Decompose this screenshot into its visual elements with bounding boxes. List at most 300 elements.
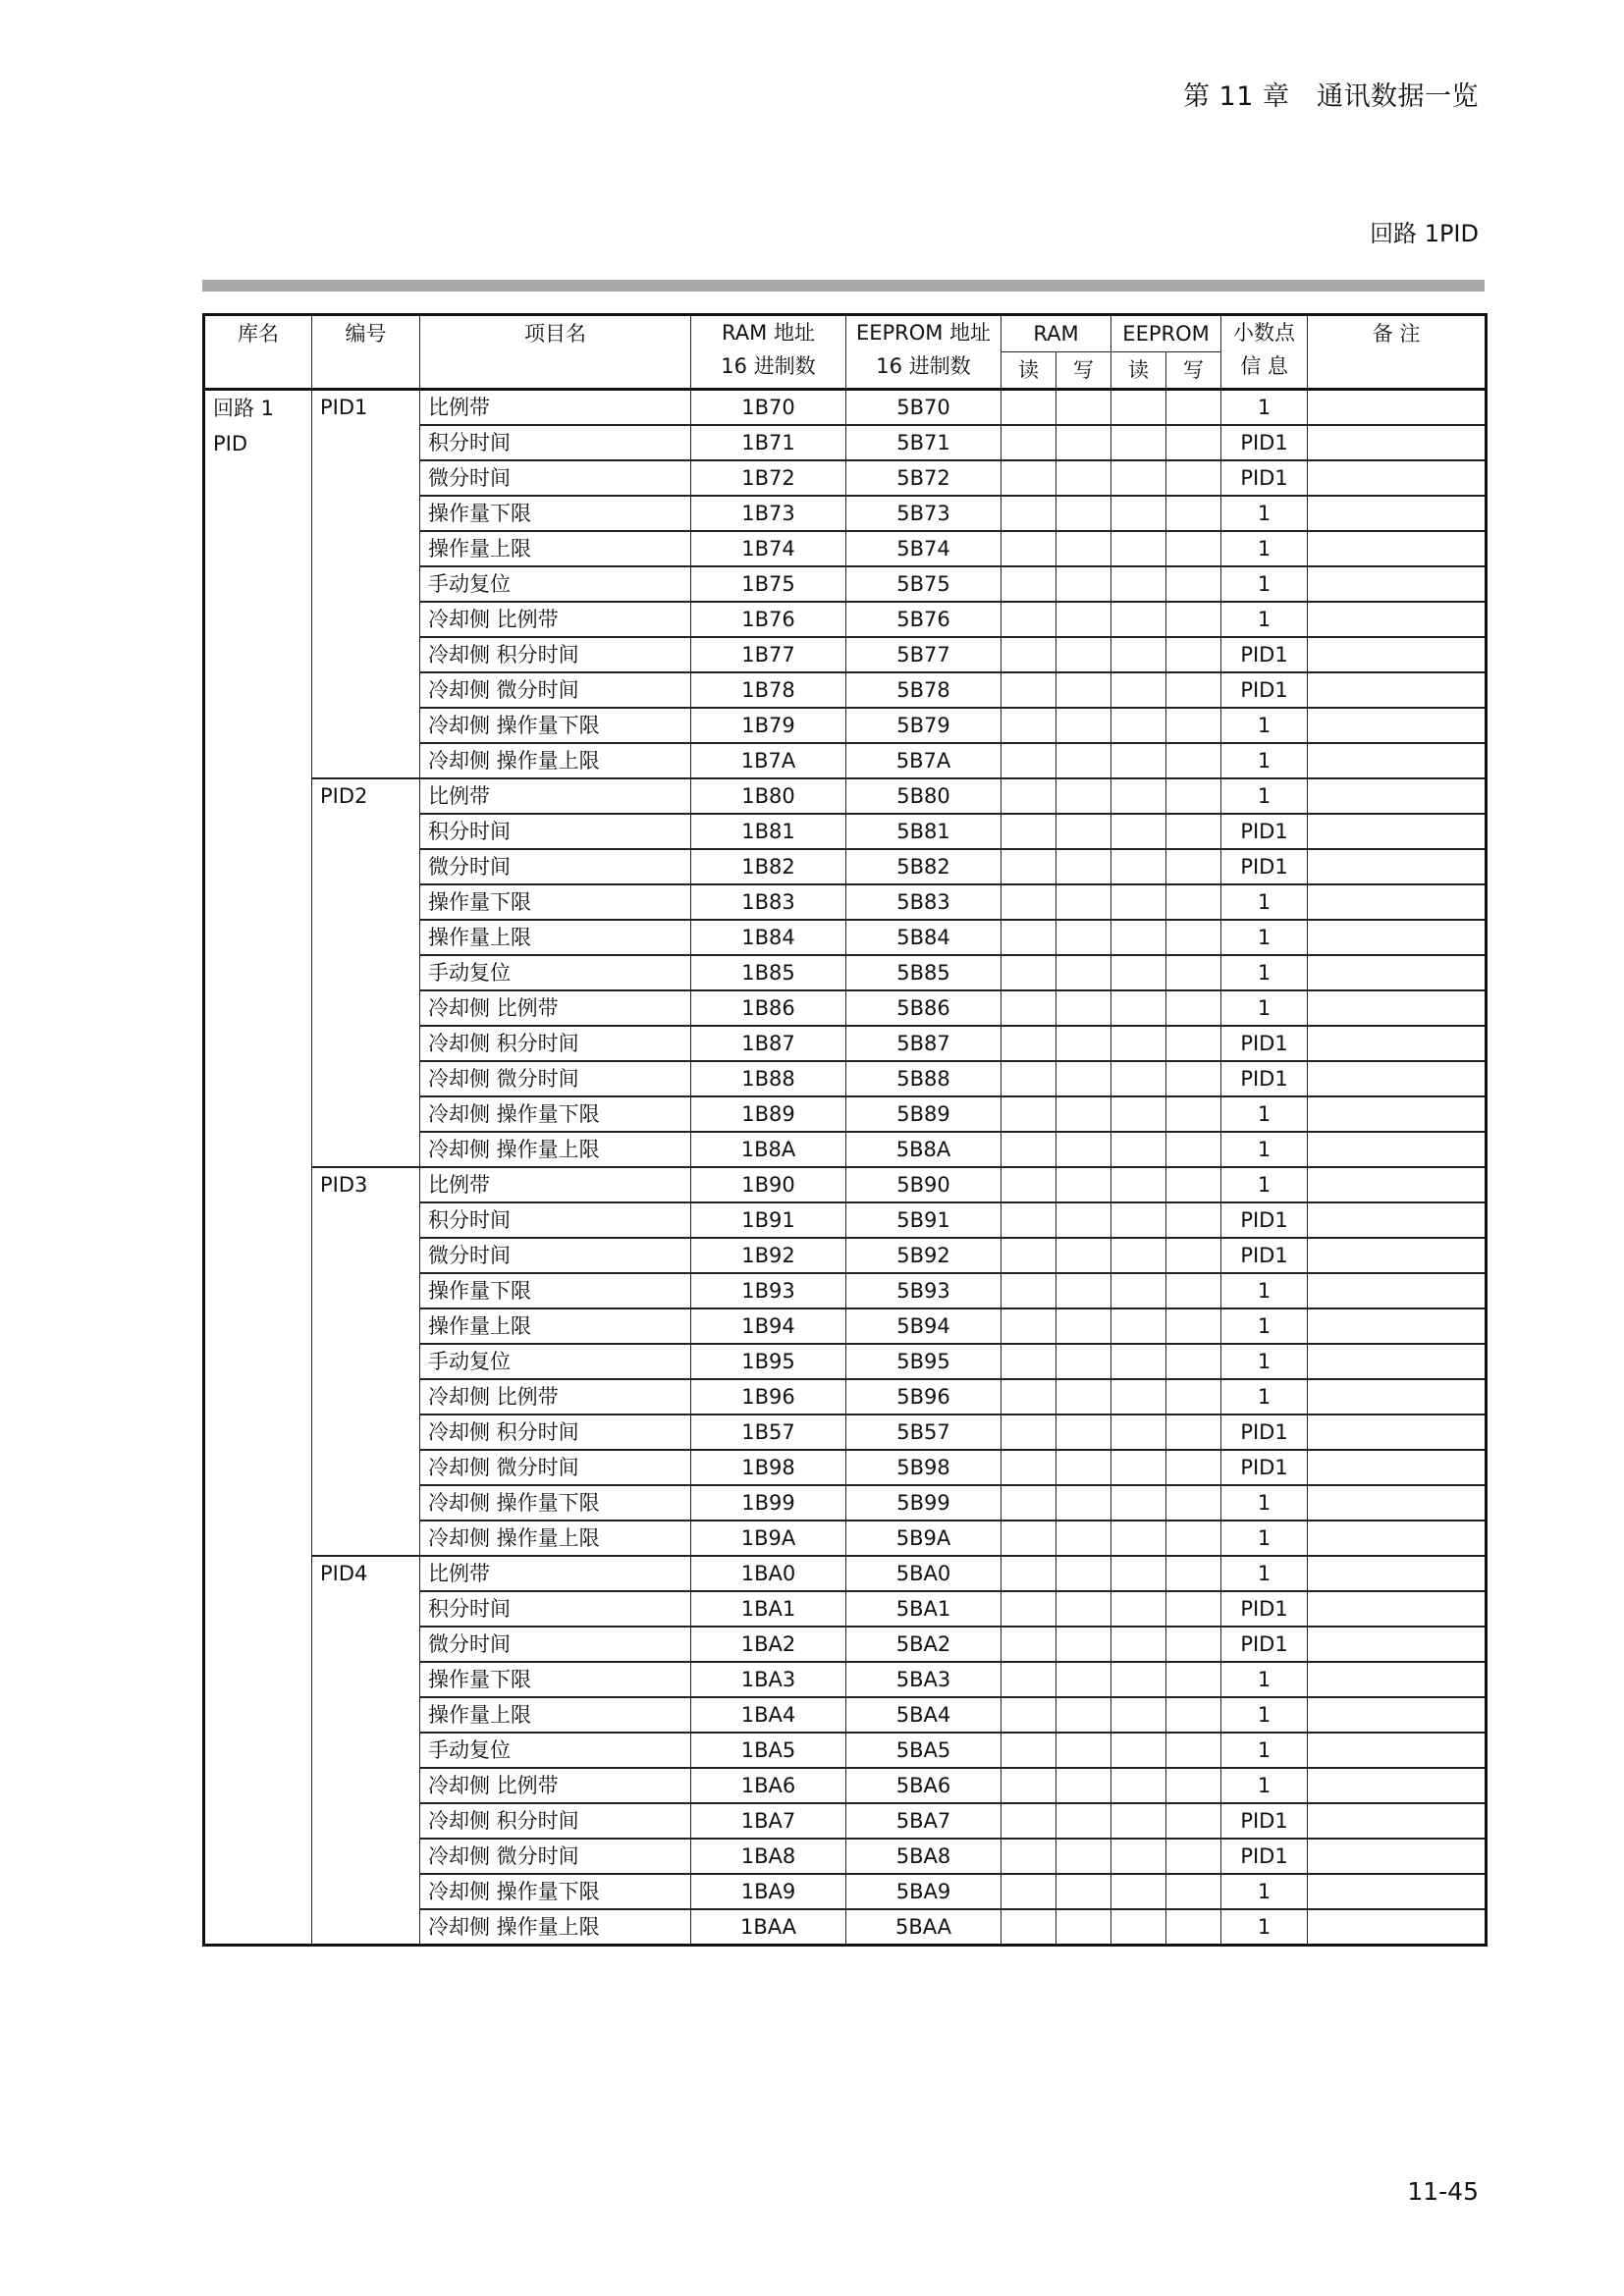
eeprom-read-cell [1111,531,1166,566]
ram-read-cell [1001,637,1056,672]
eeprom-address-cell: 5BA4 [846,1697,1001,1733]
item-name-cell: 操作量上限 [420,920,691,955]
eeprom-write-cell [1166,602,1221,637]
remarks-cell [1308,1132,1487,1167]
item-name-cell: 操作量上限 [420,1697,691,1733]
ram-write-cell [1056,1415,1111,1450]
eeprom-write-cell [1166,1909,1221,1946]
eeprom-write-cell [1166,1627,1221,1662]
ram-read-cell [1001,1344,1056,1379]
decimal-info-cell: 1 [1221,602,1308,637]
ram-read-cell [1001,849,1056,884]
header-eeprom-address-line2: 16 进制数 [876,354,971,378]
ram-read-cell [1001,1803,1056,1839]
eeprom-read-cell [1111,1662,1166,1697]
ram-write-cell [1056,1026,1111,1061]
decimal-info-cell: PID1 [1221,849,1308,884]
ram-read-cell [1001,1556,1056,1591]
ram-write-cell [1056,425,1111,460]
item-name-cell: 冷却侧 比例带 [420,1768,691,1803]
ram-write-cell [1056,637,1111,672]
ram-address-cell: 1B57 [691,1415,846,1450]
item-name-cell: 手动复位 [420,1733,691,1768]
decimal-info-cell: 1 [1221,990,1308,1026]
ram-address-cell: 1BA3 [691,1662,846,1697]
eeprom-read-cell [1111,1379,1166,1415]
item-name-cell: 冷却侧 积分时间 [420,637,691,672]
decimal-info-cell: 1 [1221,1167,1308,1202]
eeprom-address-cell: 5B89 [846,1096,1001,1132]
eeprom-address-cell: 5B95 [846,1344,1001,1379]
remarks-cell [1308,1450,1487,1485]
ram-write-cell [1056,1132,1111,1167]
remarks-cell [1308,460,1487,496]
ram-address-cell: 1BA6 [691,1768,846,1803]
ram-address-cell: 1B85 [691,955,846,990]
header-ram-write: 写 [1056,352,1111,390]
header-row-primary [204,315,1487,352]
remarks-cell [1308,849,1487,884]
eeprom-address-cell: 5BA3 [846,1662,1001,1697]
remarks-cell [1308,637,1487,672]
eeprom-read-cell [1111,1238,1166,1273]
ram-address-cell: 1B94 [691,1308,846,1344]
remarks-cell [1308,884,1487,920]
eeprom-address-cell: 5BA0 [846,1556,1001,1591]
decimal-info-cell: PID1 [1221,1591,1308,1627]
item-name-cell: 比例带 [420,1167,691,1202]
header-remarks: 备 注 [1308,315,1487,390]
ram-address-cell: 1B78 [691,672,846,708]
header-decimal-info-line1: 小数点 [1233,321,1296,345]
eeprom-address-cell: 5BA9 [846,1874,1001,1909]
item-name-cell: 操作量下限 [420,1662,691,1697]
ram-read-cell [1001,1273,1056,1308]
eeprom-write-cell [1166,708,1221,743]
eeprom-address-cell: 5B9A [846,1521,1001,1556]
item-name-cell: 微分时间 [420,849,691,884]
remarks-cell [1308,531,1487,566]
remarks-cell [1308,1061,1487,1096]
eeprom-read-cell [1111,1061,1166,1096]
remarks-cell [1308,1909,1487,1946]
eeprom-read-cell [1111,460,1166,496]
ram-address-cell: 1B71 [691,425,846,460]
item-name-cell: 手动复位 [420,566,691,602]
decimal-info-cell: 1 [1221,531,1308,566]
remarks-cell [1308,1874,1487,1909]
remarks-cell [1308,743,1487,778]
eeprom-address-cell: 5B79 [846,708,1001,743]
eeprom-read-cell [1111,1909,1166,1946]
eeprom-address-cell: 5BA6 [846,1768,1001,1803]
eeprom-write-cell [1166,1308,1221,1344]
item-name-cell: 冷却侧 微分时间 [420,1450,691,1485]
eeprom-write-cell [1166,1521,1221,1556]
decimal-info-cell: PID1 [1221,1026,1308,1061]
ram-address-cell: 1B8A [691,1132,846,1167]
ram-read-cell [1001,1521,1056,1556]
decimal-info-cell: 1 [1221,1132,1308,1167]
ram-address-cell: 1B88 [691,1061,846,1096]
ram-write-cell [1056,602,1111,637]
eeprom-address-cell: 5B98 [846,1450,1001,1485]
ram-write-cell [1056,1803,1111,1839]
item-name-cell: 比例带 [420,778,691,814]
remarks-cell [1308,1768,1487,1803]
ram-address-cell: 1B82 [691,849,846,884]
ram-address-cell: 1BA4 [691,1697,846,1733]
header-number: 编号 [312,315,420,390]
remarks-cell [1308,390,1487,426]
ram-address-cell: 1B99 [691,1485,846,1521]
decimal-info-cell: PID1 [1221,1803,1308,1839]
item-name-cell: 冷却侧 积分时间 [420,1803,691,1839]
decimal-info-cell: 1 [1221,390,1308,426]
table-row [204,390,1487,426]
ram-read-cell [1001,990,1056,1026]
decimal-info-cell: 1 [1221,1556,1308,1591]
ram-write-cell [1056,849,1111,884]
header-ram-read: 读 [1001,352,1056,390]
decimal-info-cell: 1 [1221,920,1308,955]
eeprom-write-cell [1166,990,1221,1026]
communication-data-table [202,313,1488,1947]
eeprom-read-cell [1111,672,1166,708]
eeprom-address-cell: 5B90 [846,1167,1001,1202]
eeprom-write-cell [1166,1803,1221,1839]
eeprom-write-cell [1166,1202,1221,1238]
ram-write-cell [1056,1627,1111,1662]
ram-read-cell [1001,1662,1056,1697]
eeprom-write-cell [1166,1733,1221,1768]
eeprom-address-cell: 5B87 [846,1026,1001,1061]
eeprom-address-cell: 5B96 [846,1379,1001,1415]
decimal-info-cell: 1 [1221,1697,1308,1733]
ram-read-cell [1001,814,1056,849]
eeprom-address-cell: 5BAA [846,1909,1001,1946]
header-eeprom-access: EEPROM [1111,315,1221,352]
eeprom-write-cell [1166,672,1221,708]
decimal-info-cell: PID1 [1221,1061,1308,1096]
ram-read-cell [1001,743,1056,778]
remarks-cell [1308,1238,1487,1273]
ram-read-cell [1001,1202,1056,1238]
group-number-cell: PID2 [312,778,420,1167]
ram-address-cell: 1BA5 [691,1733,846,1768]
eeprom-address-cell: 5B83 [846,884,1001,920]
ram-read-cell [1001,1909,1056,1946]
eeprom-read-cell [1111,425,1166,460]
header-eeprom-address-line1: EEPROM 地址 [855,321,992,345]
remarks-cell [1308,955,1487,990]
ram-address-cell: 1B9A [691,1521,846,1556]
eeprom-read-cell [1111,955,1166,990]
remarks-cell [1308,1556,1487,1591]
eeprom-address-cell: 5B80 [846,778,1001,814]
eeprom-read-cell [1111,990,1166,1026]
eeprom-address-cell: 5B76 [846,602,1001,637]
item-name-cell: 积分时间 [420,1591,691,1627]
header-eeprom-address [846,315,1001,390]
ram-address-cell: 1B7A [691,743,846,778]
ram-read-cell [1001,1839,1056,1874]
remarks-cell [1308,1026,1487,1061]
eeprom-write-cell [1166,637,1221,672]
item-name-cell: 冷却侧 操作量下限 [420,1096,691,1132]
ram-address-cell: 1B95 [691,1344,846,1379]
ram-write-cell [1056,1733,1111,1768]
item-name-cell: 操作量下限 [420,496,691,531]
ram-address-cell: 1BA2 [691,1627,846,1662]
item-name-cell: 微分时间 [420,460,691,496]
ram-read-cell [1001,1697,1056,1733]
ram-write-cell [1056,1909,1111,1946]
remarks-cell [1308,778,1487,814]
item-name-cell: 操作量上限 [420,531,691,566]
item-name-cell: 手动复位 [420,955,691,990]
eeprom-address-cell: 5B71 [846,425,1001,460]
eeprom-read-cell [1111,778,1166,814]
item-name-cell: 冷却侧 微分时间 [420,1839,691,1874]
ram-address-cell: 1B72 [691,460,846,496]
eeprom-read-cell [1111,1273,1166,1308]
group-number-cell: PID1 [312,390,420,779]
eeprom-address-cell: 5B84 [846,920,1001,955]
eeprom-read-cell [1111,1415,1166,1450]
ram-write-cell [1056,708,1111,743]
ram-address-cell: 1B91 [691,1202,846,1238]
eeprom-read-cell [1111,920,1166,955]
eeprom-write-cell [1166,531,1221,566]
eeprom-read-cell [1111,1556,1166,1591]
eeprom-write-cell [1166,1344,1221,1379]
ram-address-cell: 1B70 [691,390,846,426]
eeprom-read-cell [1111,602,1166,637]
eeprom-read-cell [1111,566,1166,602]
eeprom-address-cell: 5B93 [846,1273,1001,1308]
decimal-info-cell: 1 [1221,778,1308,814]
eeprom-read-cell [1111,1839,1166,1874]
decimal-info-cell: PID1 [1221,672,1308,708]
eeprom-write-cell [1166,1238,1221,1273]
ram-address-cell: 1B75 [691,566,846,602]
remarks-cell [1308,1167,1487,1202]
eeprom-address-cell: 5B88 [846,1061,1001,1096]
ram-address-cell: 1B74 [691,531,846,566]
eeprom-read-cell [1111,849,1166,884]
ram-write-cell [1056,1238,1111,1273]
ram-write-cell [1056,884,1111,920]
library-name-line1: 回路 1 [213,397,275,420]
decimal-info-cell: 1 [1221,1768,1308,1803]
eeprom-address-cell: 5B57 [846,1415,1001,1450]
header-ram-access: RAM [1001,315,1111,352]
ram-write-cell [1056,390,1111,426]
ram-read-cell [1001,566,1056,602]
remarks-cell [1308,1273,1487,1308]
item-name-cell: 冷却侧 比例带 [420,602,691,637]
section-title: 回路 1PID [1370,220,1479,247]
decimal-info-cell: PID1 [1221,425,1308,460]
item-name-cell: 操作量下限 [420,1273,691,1308]
ram-write-cell [1056,1308,1111,1344]
eeprom-write-cell [1166,390,1221,426]
decimal-info-cell: 1 [1221,1521,1308,1556]
eeprom-address-cell: 5B92 [846,1238,1001,1273]
ram-address-cell: 1BA9 [691,1874,846,1909]
ram-address-cell: 1B76 [691,602,846,637]
eeprom-read-cell [1111,637,1166,672]
remarks-cell [1308,1344,1487,1379]
remarks-cell [1308,814,1487,849]
ram-write-cell [1056,1556,1111,1591]
decimal-info-cell: PID1 [1221,1627,1308,1662]
ram-address-cell: 1BAA [691,1909,846,1946]
header-ram-address [691,315,846,390]
ram-read-cell [1001,884,1056,920]
remarks-cell [1308,602,1487,637]
eeprom-read-cell [1111,1167,1166,1202]
ram-write-cell [1056,460,1111,496]
ram-write-cell [1056,1273,1111,1308]
remarks-cell [1308,1308,1487,1344]
decimal-info-cell: 1 [1221,1273,1308,1308]
eeprom-read-cell [1111,1521,1166,1556]
item-name-cell: 冷却侧 操作量下限 [420,1485,691,1521]
decimal-info-cell: 1 [1221,708,1308,743]
eeprom-write-cell [1166,1874,1221,1909]
decimal-info-cell: PID1 [1221,814,1308,849]
ram-address-cell: 1B93 [691,1273,846,1308]
item-name-cell: 积分时间 [420,425,691,460]
eeprom-write-cell [1166,1026,1221,1061]
eeprom-address-cell: 5B85 [846,955,1001,990]
ram-read-cell [1001,1733,1056,1768]
ram-address-cell: 1BA8 [691,1839,846,1874]
eeprom-read-cell [1111,743,1166,778]
remarks-cell [1308,1839,1487,1874]
decimal-info-cell: PID1 [1221,1450,1308,1485]
header-eeprom-read: 读 [1111,352,1166,390]
item-name-cell: 冷却侧 积分时间 [420,1026,691,1061]
item-name-cell: 冷却侧 操作量上限 [420,1909,691,1946]
eeprom-write-cell [1166,1662,1221,1697]
ram-read-cell [1001,955,1056,990]
remarks-cell [1308,990,1487,1026]
item-name-cell: 冷却侧 积分时间 [420,1415,691,1450]
chapter-header: 第 11 章 通讯数据一览 [1182,81,1479,112]
eeprom-address-cell: 5B72 [846,460,1001,496]
eeprom-write-cell [1166,955,1221,990]
eeprom-read-cell [1111,1627,1166,1662]
table-row [204,778,1487,814]
header-item-name: 项目名 [420,315,691,390]
ram-read-cell [1001,1308,1056,1344]
group-number-cell: PID3 [312,1167,420,1556]
decimal-info-cell: 1 [1221,496,1308,531]
ram-address-cell: 1B79 [691,708,846,743]
decimal-info-cell: 1 [1221,1485,1308,1521]
ram-address-cell: 1B73 [691,496,846,531]
eeprom-write-cell [1166,1485,1221,1521]
ram-read-cell [1001,1167,1056,1202]
ram-address-cell: 1B90 [691,1167,846,1202]
ram-write-cell [1056,1379,1111,1415]
decimal-info-cell: 1 [1221,1909,1308,1946]
ram-read-cell [1001,1768,1056,1803]
eeprom-read-cell [1111,884,1166,920]
decimal-info-cell: PID1 [1221,1238,1308,1273]
eeprom-read-cell [1111,390,1166,426]
item-name-cell: 冷却侧 操作量上限 [420,743,691,778]
ram-write-cell [1056,955,1111,990]
item-name-cell: 冷却侧 操作量上限 [420,1132,691,1167]
decimal-info-cell: PID1 [1221,1415,1308,1450]
eeprom-address-cell: 5BA1 [846,1591,1001,1627]
table-row [204,1167,1487,1202]
eeprom-write-cell [1166,460,1221,496]
ram-read-cell [1001,1874,1056,1909]
remarks-cell [1308,672,1487,708]
ram-write-cell [1056,496,1111,531]
eeprom-read-cell [1111,708,1166,743]
section-divider [202,280,1485,292]
ram-read-cell [1001,1415,1056,1450]
ram-address-cell: 1B89 [691,1096,846,1132]
eeprom-address-cell: 5B81 [846,814,1001,849]
eeprom-write-cell [1166,1167,1221,1202]
header-eeprom-write: 写 [1166,352,1221,390]
eeprom-write-cell [1166,496,1221,531]
table-row [204,1556,1487,1591]
header-ram-address-line2: 16 进制数 [721,354,816,378]
ram-address-cell: 1B92 [691,1238,846,1273]
item-name-cell: 操作量下限 [420,884,691,920]
decimal-info-cell: 1 [1221,1344,1308,1379]
ram-address-cell: 1BA0 [691,1556,846,1591]
eeprom-write-cell [1166,566,1221,602]
eeprom-read-cell [1111,1768,1166,1803]
ram-write-cell [1056,566,1111,602]
item-name-cell: 冷却侧 微分时间 [420,1061,691,1096]
eeprom-address-cell: 5B8A [846,1132,1001,1167]
eeprom-read-cell [1111,496,1166,531]
remarks-cell [1308,1591,1487,1627]
remarks-cell [1308,1379,1487,1415]
eeprom-write-cell [1166,1379,1221,1415]
remarks-cell [1308,1202,1487,1238]
eeprom-read-cell [1111,1591,1166,1627]
library-name-cell [204,390,312,1946]
item-name-cell: 冷却侧 操作量下限 [420,708,691,743]
ram-read-cell [1001,1096,1056,1132]
ram-write-cell [1056,1485,1111,1521]
item-name-cell: 冷却侧 操作量上限 [420,1521,691,1556]
decimal-info-cell: PID1 [1221,637,1308,672]
eeprom-read-cell [1111,1202,1166,1238]
eeprom-address-cell: 5B99 [846,1485,1001,1521]
ram-read-cell [1001,1591,1056,1627]
eeprom-address-cell: 5BA8 [846,1839,1001,1874]
eeprom-write-cell [1166,1697,1221,1733]
data-table-container [202,313,1485,1947]
decimal-info-cell: 1 [1221,1096,1308,1132]
eeprom-address-cell: 5B91 [846,1202,1001,1238]
ram-read-cell [1001,920,1056,955]
ram-read-cell [1001,778,1056,814]
ram-address-cell: 1B83 [691,884,846,920]
